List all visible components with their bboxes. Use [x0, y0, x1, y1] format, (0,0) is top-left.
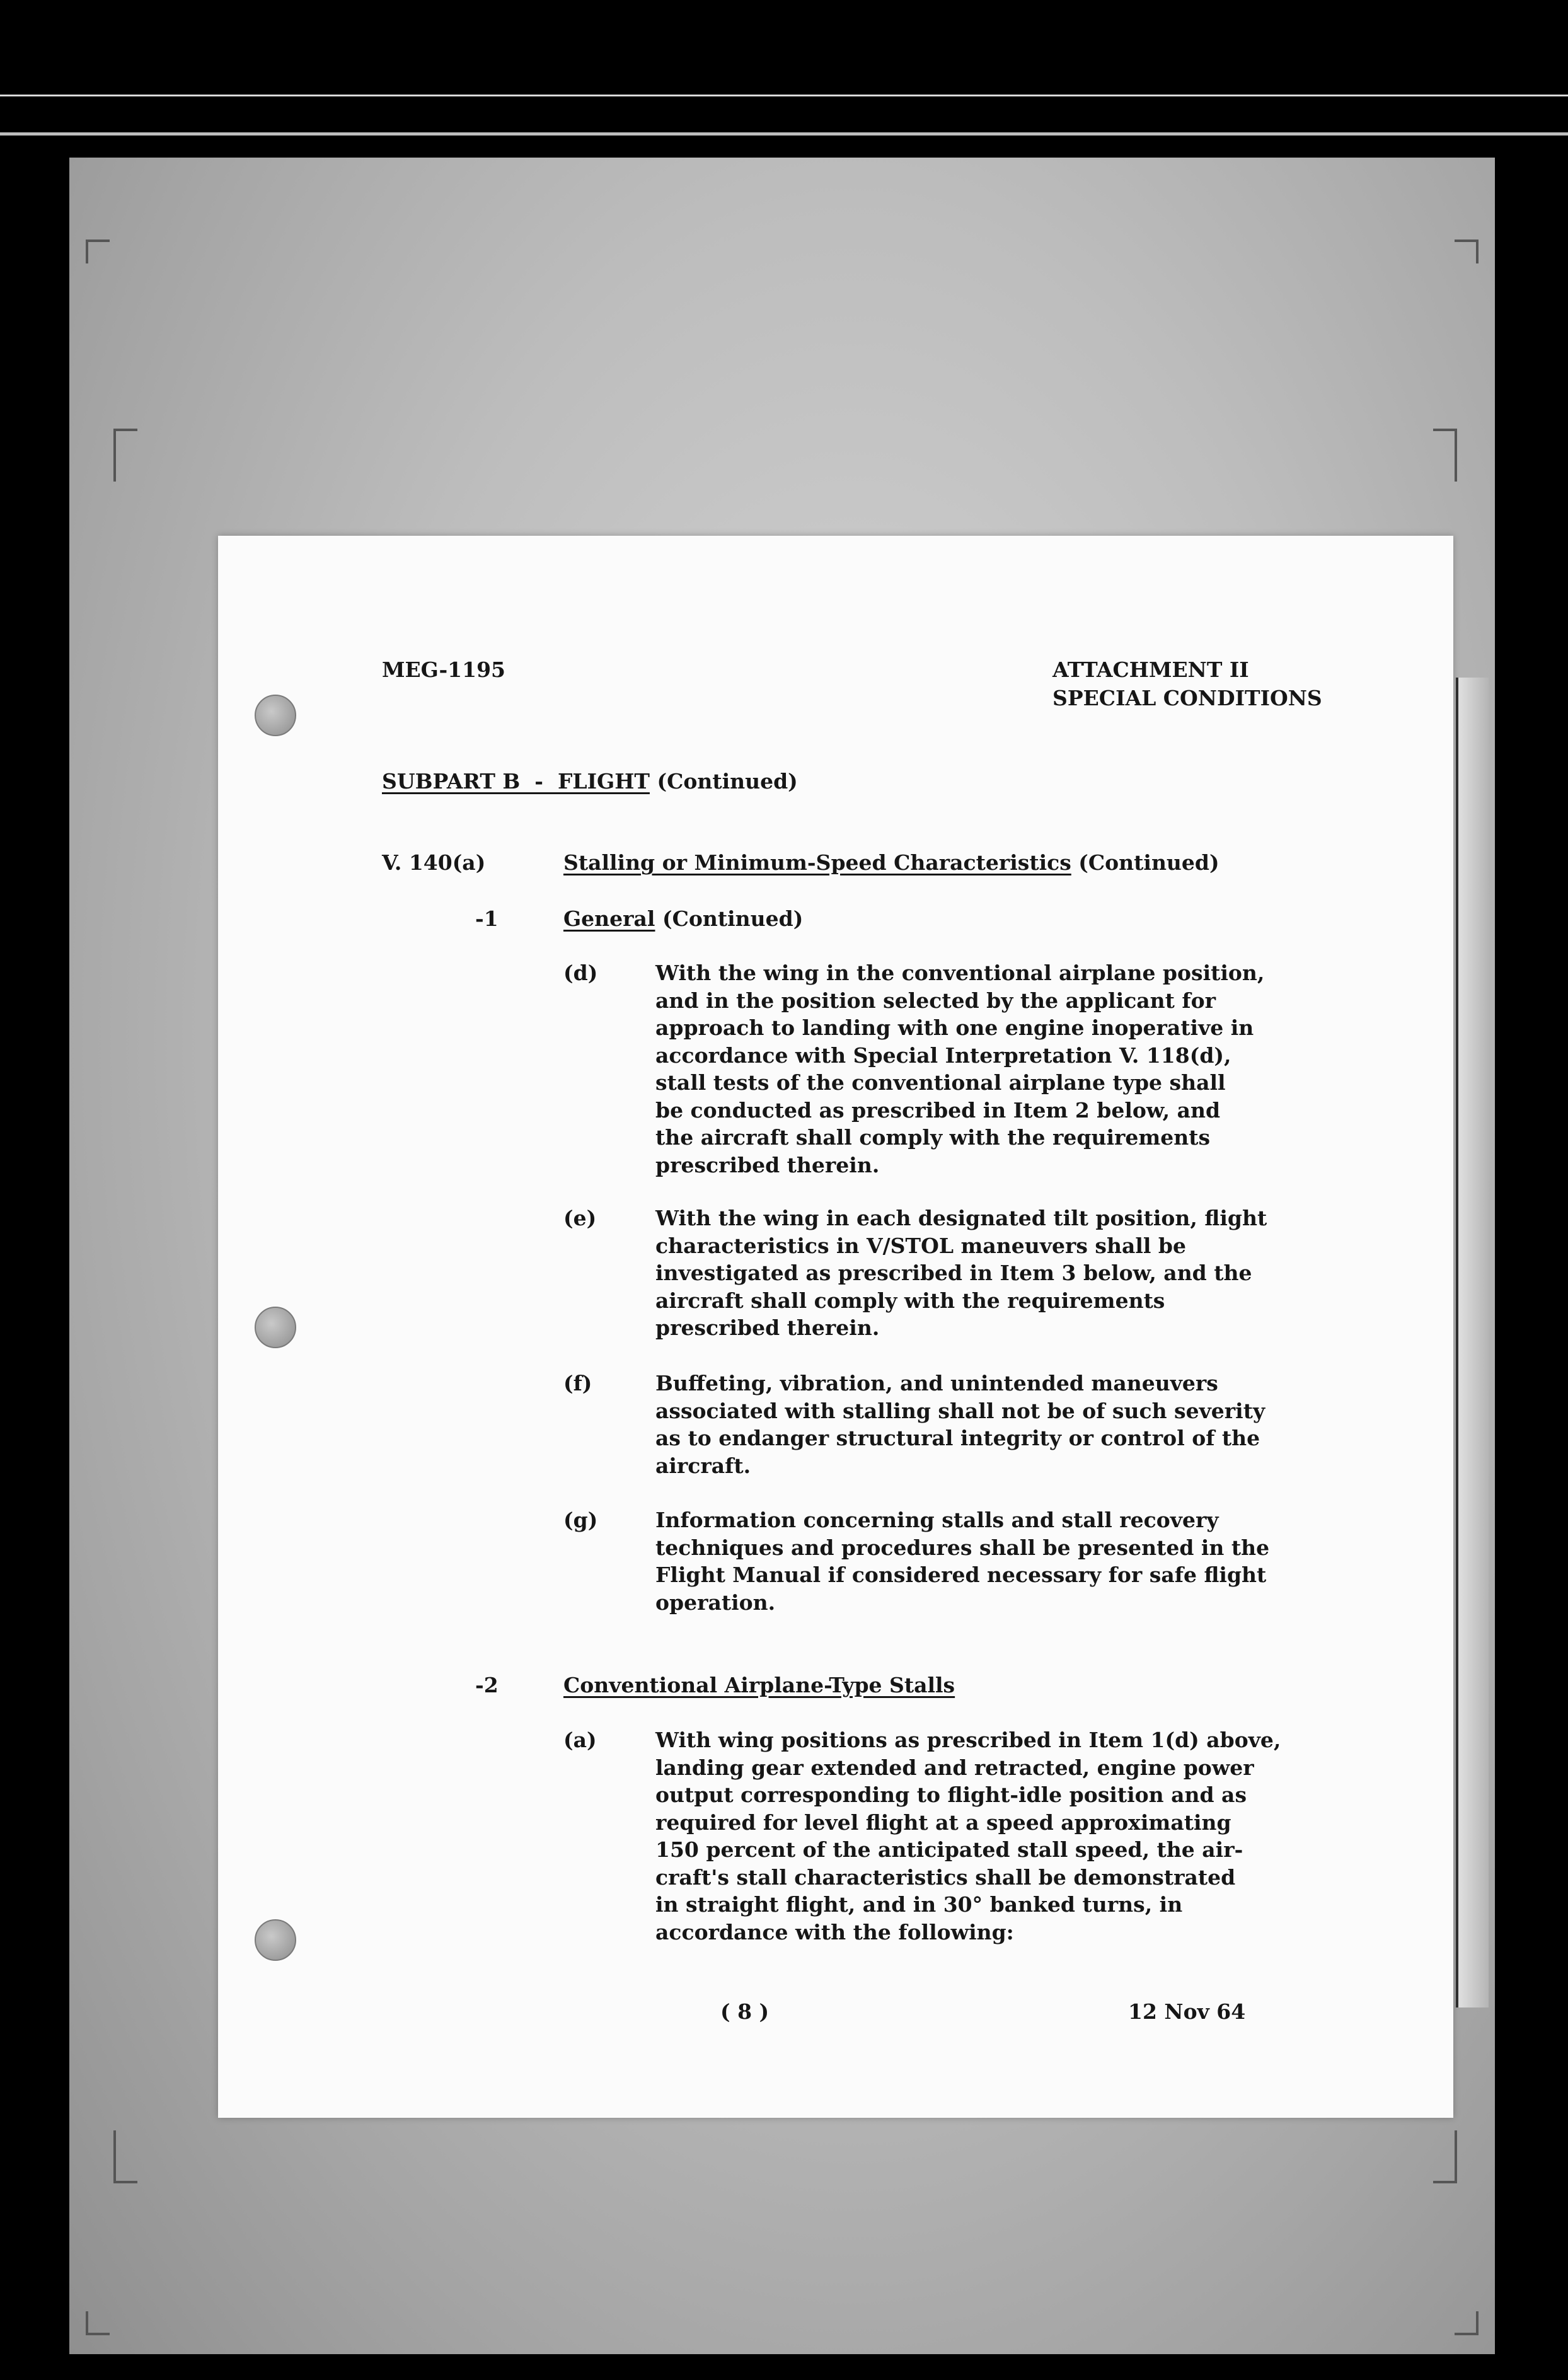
item-number: -2	[475, 1673, 499, 1697]
film-edge-line	[0, 132, 1568, 136]
text-line: With wing positions as prescribed in Item 1(d) above,	[655, 1728, 1281, 1752]
paragraph-text	[655, 1370, 1311, 1479]
paragraph-label: (g)	[563, 1508, 598, 1532]
paragraph-label: (f)	[563, 1371, 592, 1395]
subpart-suffix: (Continued)	[657, 769, 798, 794]
text-line: characteristics in V/STOL maneuvers shall be	[655, 1233, 1186, 1258]
text-line: operation.	[655, 1590, 776, 1615]
document-date: 12 Nov 64	[1128, 1999, 1246, 2024]
subpart-heading	[382, 768, 798, 795]
text-line: Buffeting, vibration, and unintended maneuvers	[655, 1371, 1218, 1395]
text-line: Flight Manual if considered necessary for safe flight	[655, 1563, 1267, 1587]
text-line: accordance with the following:	[655, 1919, 1014, 1944]
paper-edge-shadow	[1456, 678, 1489, 2007]
page-number: ( 8 )	[720, 1999, 770, 2024]
text-line: With the wing in the conventional airplane position,	[655, 961, 1265, 985]
attachment-subtitle: SPECIAL CONDITIONS	[1052, 686, 1322, 710]
attachment-title: ATTACHMENT II	[1052, 657, 1249, 682]
text-line: investigated as prescribed in Item 3 below, and the	[655, 1261, 1252, 1285]
crop-mark	[1433, 429, 1457, 482]
paragraph-label: (a)	[563, 1728, 597, 1752]
item-number: -1	[475, 906, 499, 931]
item-heading	[563, 905, 803, 933]
text-line: be conducted as prescribed in Item 2 below, and	[655, 1097, 1221, 1123]
binder-hole	[255, 1307, 296, 1348]
text-line: landing gear extended and retracted, engine power	[655, 1755, 1254, 1780]
document-number: MEG-1195	[382, 657, 506, 682]
text-line: prescribed therein.	[655, 1152, 880, 1177]
section-title: Stalling or Minimum-Speed Characteristics	[563, 850, 1071, 875]
text-line: With the wing in each designated tilt position, flight	[655, 1206, 1267, 1230]
item-title: Conventional Airplane-Type Stalls	[563, 1673, 955, 1697]
text-line: as to endanger structural integrity or control of the	[655, 1426, 1260, 1450]
crop-mark	[1455, 2311, 1479, 2335]
crop-mark	[86, 2311, 110, 2335]
text-line: craft's stall characteristics shall be demonstrated	[655, 1864, 1236, 1890]
text-line: and in the position selected by the applicant for	[655, 988, 1216, 1013]
item-suffix: (Continued)	[662, 906, 804, 931]
text-line: stall tests of the conventional airplane type shall	[655, 1070, 1226, 1095]
text-line: associated with stalling shall not be of such severity	[655, 1398, 1265, 1423]
paragraph-label: (d)	[563, 961, 598, 985]
crop-mark	[113, 2130, 137, 2183]
crop-mark	[113, 429, 137, 482]
text-line: in straight flight, and in 30° banked turns, in	[655, 1892, 1183, 1917]
section-heading	[563, 849, 1219, 877]
film-edge-line	[0, 95, 1568, 96]
text-line: prescribed therein.	[655, 1315, 880, 1340]
paragraph-text	[655, 1506, 1311, 1616]
section-number: V. 140(a)	[382, 850, 486, 875]
item-heading	[563, 1672, 955, 1699]
paragraph-label: (e)	[563, 1206, 597, 1230]
binder-hole	[255, 1919, 296, 1961]
text-line: aircraft shall comply with the requirements	[655, 1288, 1165, 1313]
text-line: approach to landing with one engine inoperative in	[655, 1015, 1254, 1040]
section-suffix: (Continued)	[1078, 850, 1219, 875]
text-line: 150 percent of the anticipated stall speed, the air-	[655, 1837, 1243, 1862]
subpart-title: SUBPART B - FLIGHT	[382, 769, 650, 794]
text-line: required for level flight at a speed approximating	[655, 1810, 1231, 1835]
text-line: aircraft.	[655, 1453, 751, 1478]
item-title: General	[563, 906, 655, 931]
text-line: techniques and procedures shall be presented in the	[655, 1535, 1270, 1560]
text-line: accordance with Special Interpretation V. 118(d),	[655, 1043, 1231, 1068]
paragraph-text	[655, 1726, 1311, 1946]
text-line: output corresponding to flight-idle position and as	[655, 1782, 1247, 1807]
text-line: the aircraft shall comply with the requirements	[655, 1125, 1211, 1150]
paragraph-text	[655, 959, 1311, 1179]
paragraph-text	[655, 1204, 1311, 1342]
crop-mark	[86, 240, 110, 263]
text-line: Information concerning stalls and stall recovery	[655, 1508, 1219, 1532]
binder-hole	[255, 695, 296, 736]
crop-mark	[1455, 240, 1479, 263]
crop-mark	[1433, 2130, 1457, 2183]
